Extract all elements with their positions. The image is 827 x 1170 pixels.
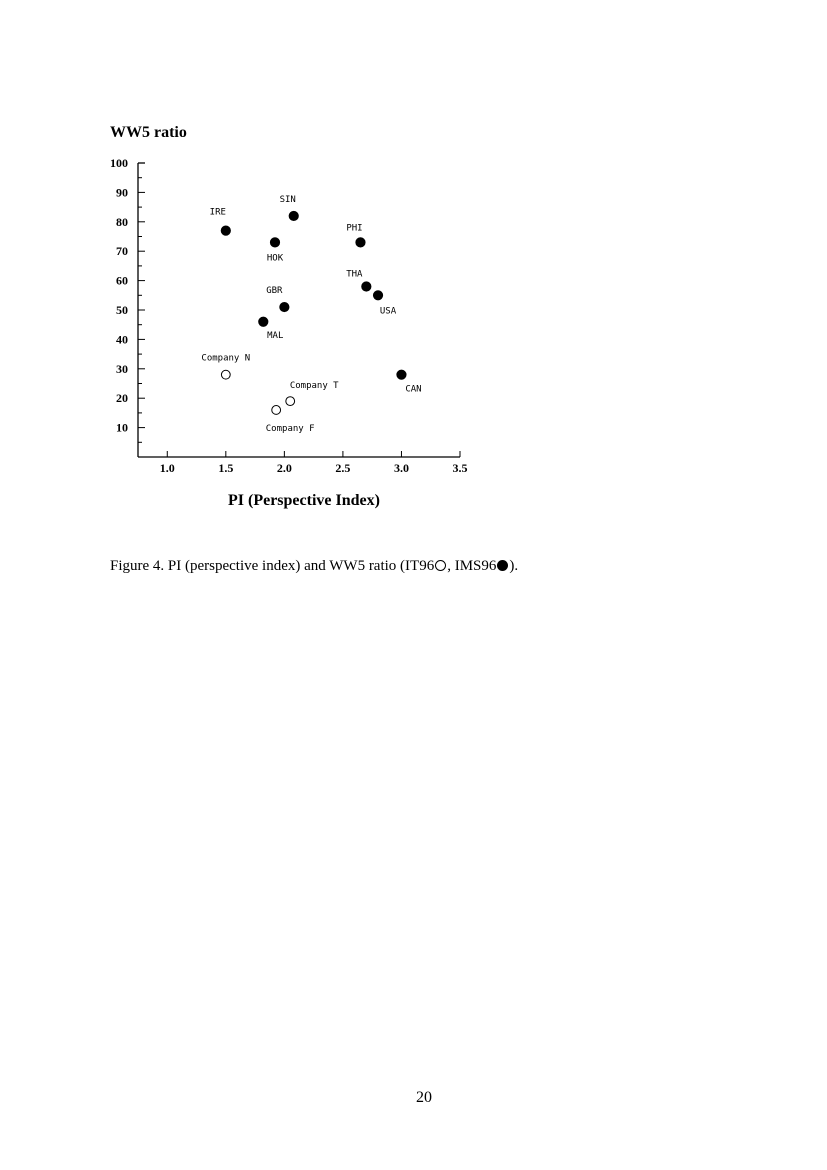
x-axis-title: PI (Perspective Index) <box>228 492 380 509</box>
filled-circle-icon <box>497 560 508 571</box>
point-usa <box>373 291 382 300</box>
y-tick-label-10: 10 <box>116 420 128 435</box>
point-hok <box>270 238 279 247</box>
point-label-company-n: Company N <box>201 353 251 364</box>
point-label-can: CAN <box>405 384 422 395</box>
point-label-sin: SIN <box>279 194 296 205</box>
point-tha <box>362 282 371 291</box>
point-label-ire: IRE <box>209 207 226 218</box>
point-phi <box>356 238 365 247</box>
y-tick-label-80: 80 <box>116 214 128 229</box>
point-ire <box>221 226 230 235</box>
open-circle-icon <box>435 560 446 571</box>
y-tick-label-30: 30 <box>116 361 128 376</box>
page-number: 20 <box>416 1089 432 1106</box>
x-tick-label-1.5: 1.5 <box>218 461 234 475</box>
y-tick-label-60: 60 <box>116 273 128 288</box>
point-company-t <box>286 397 295 406</box>
y-tick-label-90: 90 <box>116 185 128 200</box>
point-label-hok: HOK <box>266 253 284 264</box>
x-tick-label-2.5: 2.5 <box>335 461 351 475</box>
caption-middle: , IMS96 <box>447 558 497 574</box>
point-label-usa: USA <box>379 306 397 317</box>
point-label-phi: PHI <box>346 223 363 234</box>
point-sin <box>289 211 298 220</box>
x-tick-label-1.0: 1.0 <box>159 461 175 475</box>
chart-axes <box>138 163 460 457</box>
y-tick-label-70: 70 <box>116 244 128 259</box>
point-can <box>397 370 406 379</box>
point-label-gbr: GBR <box>266 286 283 297</box>
figure-caption <box>110 558 518 575</box>
x-tick-label-3.5: 3.5 <box>452 461 468 475</box>
caption-prefix: Figure 4. PI (perspective index) and WW5 ratio (IT96 <box>110 558 435 574</box>
point-company-f <box>272 406 281 415</box>
chart-marks <box>201 195 421 434</box>
point-gbr <box>280 302 289 311</box>
x-tick-label-2.0: 2.0 <box>276 461 292 475</box>
x-tick-label-3.0: 3.0 <box>393 461 409 475</box>
caption-suffix: ). <box>509 558 519 574</box>
point-company-n <box>221 370 230 379</box>
y-tick-label-20: 20 <box>116 391 128 406</box>
point-label-company-t: Company T <box>289 381 339 392</box>
y-tick-label-50: 50 <box>116 303 128 317</box>
point-label-tha: THA <box>346 269 363 280</box>
y-axis-title: WW5 ratio <box>110 124 187 141</box>
point-label-company-f: Company F <box>265 423 315 434</box>
y-tick-label-40: 40 <box>116 332 128 347</box>
point-label-mal: MAL <box>267 330 284 341</box>
y-tick-label-100: 100 <box>110 156 128 170</box>
point-mal <box>259 317 268 326</box>
